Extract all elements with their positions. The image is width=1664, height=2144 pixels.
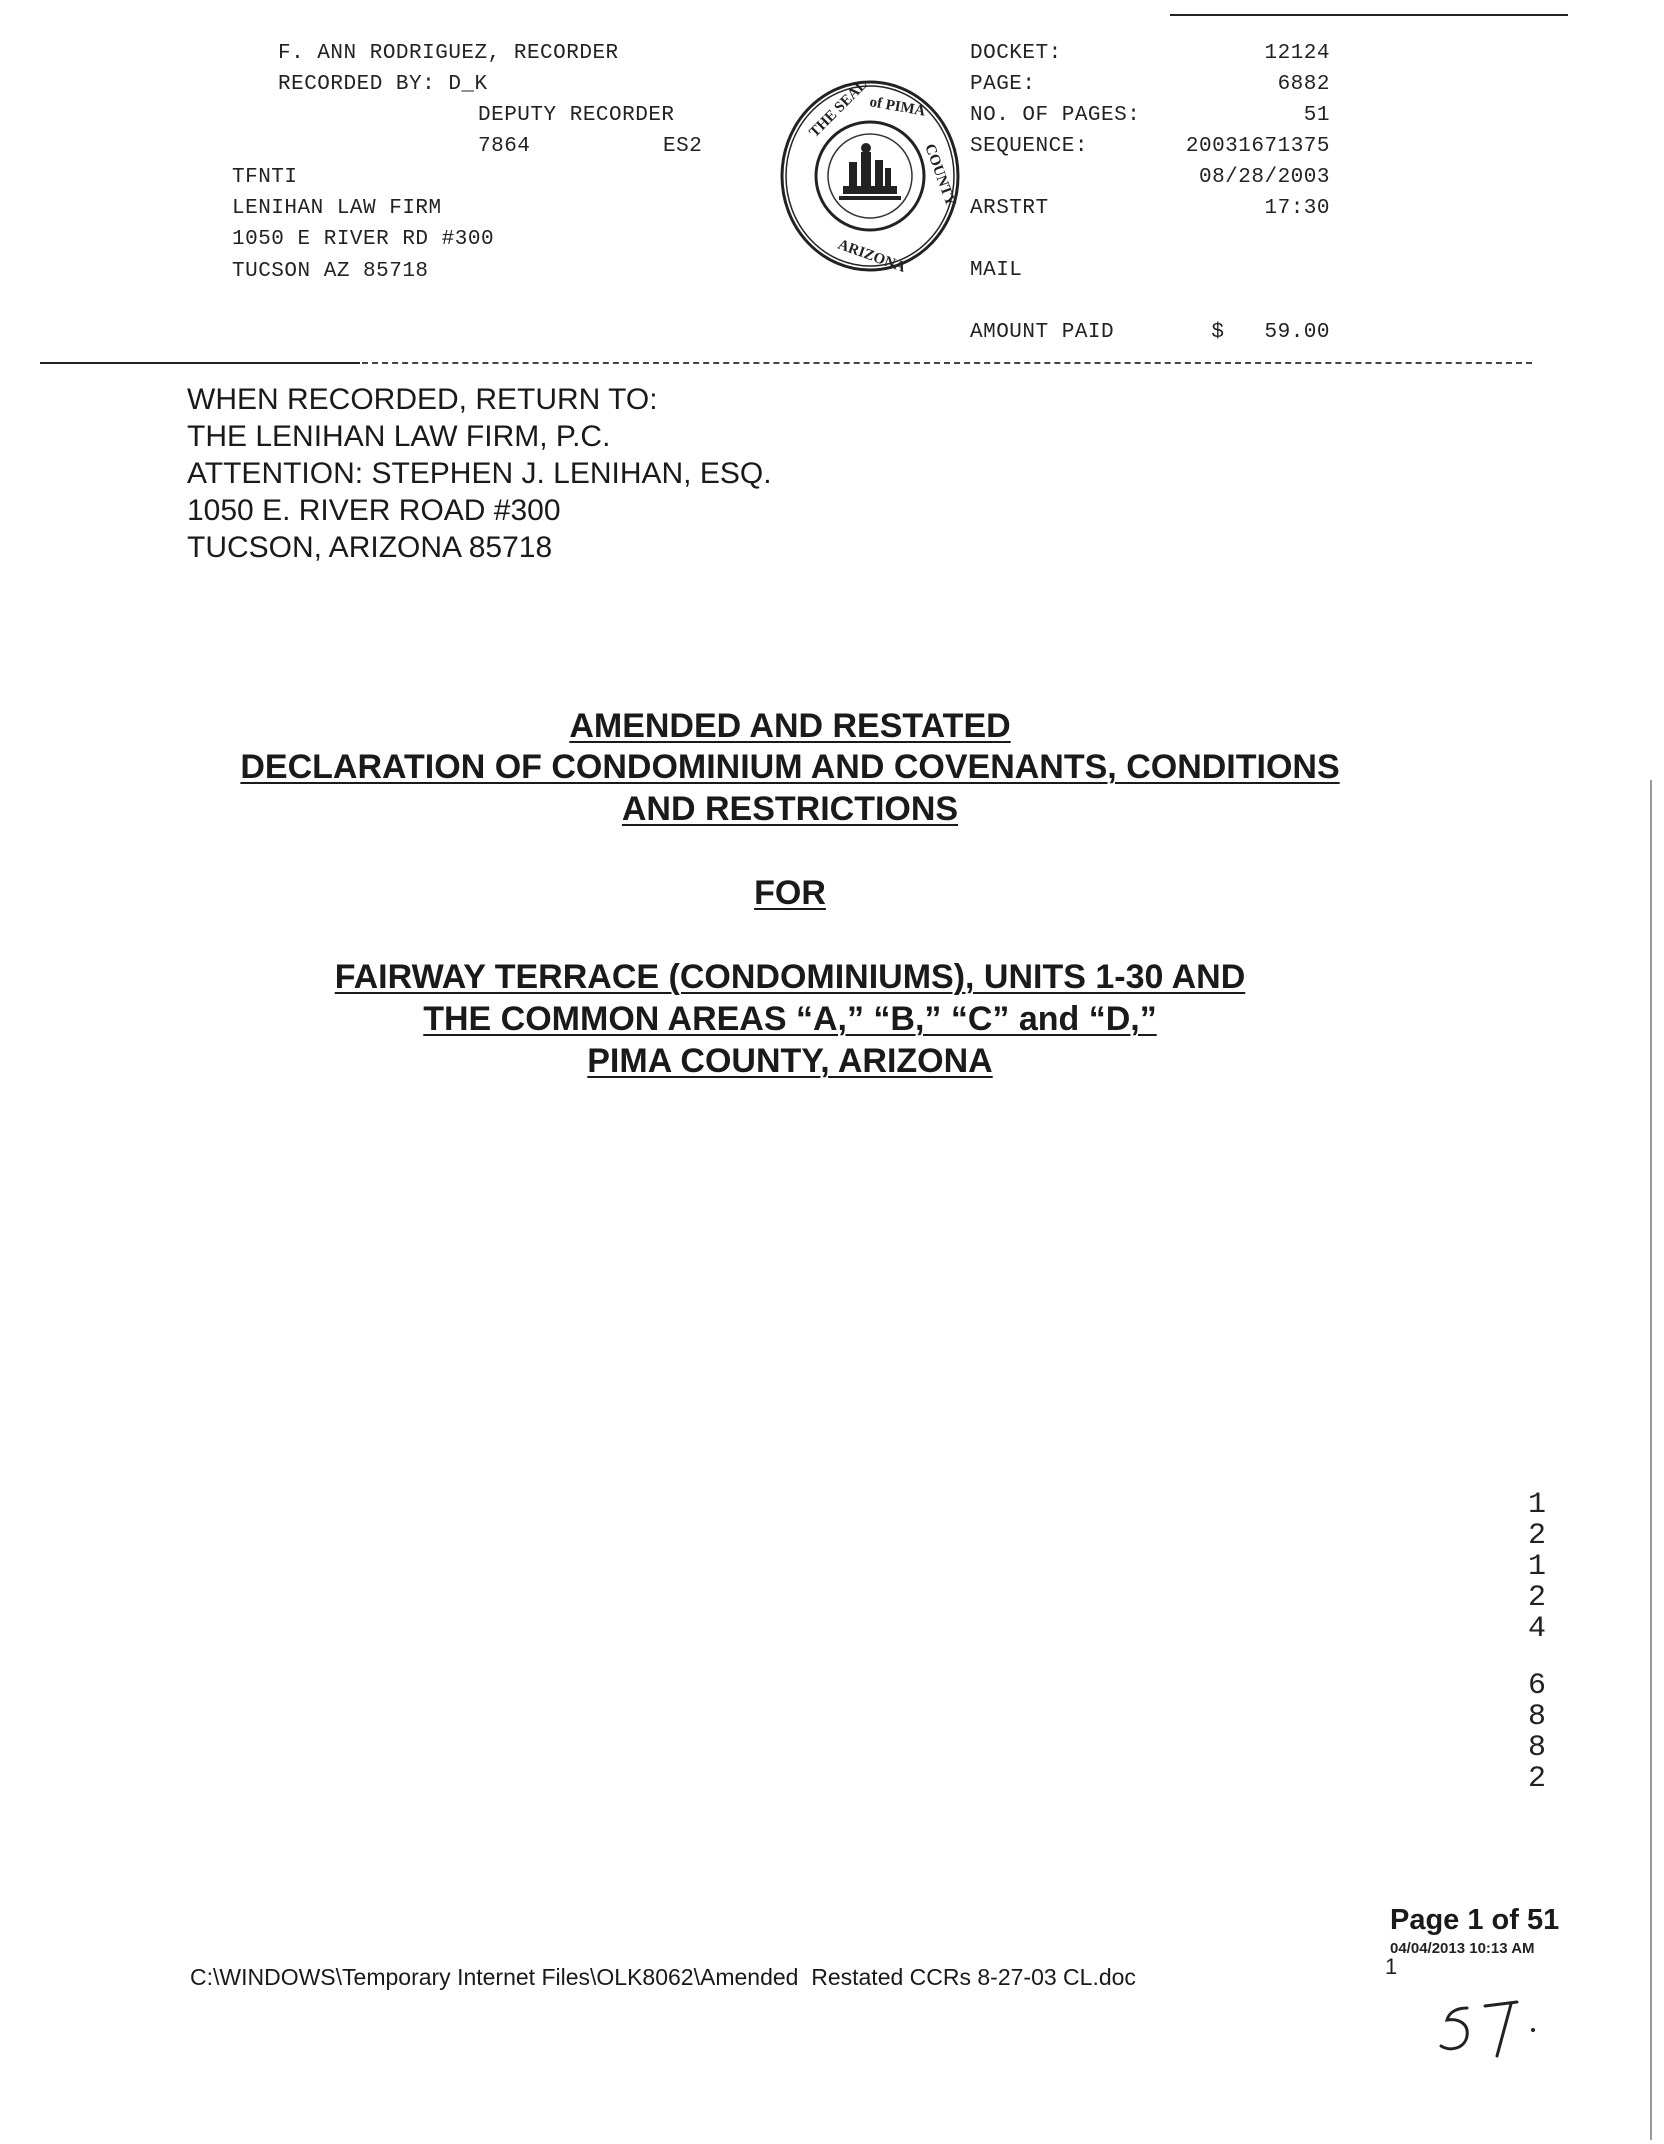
record-date: 08/28/2003 xyxy=(1198,166,1330,189)
page-of-count: Page 1 of 51 xyxy=(1390,1904,1560,1936)
record-type: ARSTRT xyxy=(970,197,1049,220)
docket-value: 12124 xyxy=(1264,42,1330,65)
recorder-code-b: ES2 xyxy=(663,135,703,158)
sequence-row xyxy=(970,131,1330,162)
title-line-2: DECLARATION OF CONDOMINIUM AND COVENANTS, CONDITIONS xyxy=(240,748,1340,786)
docket-row xyxy=(970,38,1330,69)
pages-label: NO. OF PAGES: xyxy=(970,104,1141,127)
return-to-block xyxy=(187,381,772,566)
blank-row xyxy=(970,224,1330,255)
file-path: C:\WINDOWS\Temporary Internet Files\OLK8062\Amended Restated CCRs 8-27-03 CL.doc xyxy=(190,1964,1136,1990)
tfnti-label: TFNTI xyxy=(232,166,298,189)
return-line-4: 1050 E. RIVER ROAD #300 xyxy=(187,494,561,527)
mail-row xyxy=(970,255,1330,286)
svg-text:COUNTY: COUNTY xyxy=(921,141,959,209)
title-line-1: AMENDED AND RESTATED xyxy=(569,707,1011,745)
side-digit: 4 xyxy=(1527,1612,1546,1646)
recorded-by: RECORDED BY: D_K xyxy=(278,73,488,96)
firm-name: LENIHAN LAW FIRM xyxy=(232,197,442,220)
handwritten-page-count xyxy=(1420,1968,1540,2052)
record-time: 17:30 xyxy=(1264,197,1330,220)
pages-value: 51 xyxy=(1303,104,1330,127)
sequence-label: SEQUENCE: xyxy=(970,135,1088,158)
top-rule xyxy=(1170,14,1568,16)
deputy-recorder: DEPUTY RECORDER xyxy=(478,104,675,127)
side-digit: 1 xyxy=(1527,1488,1546,1522)
title-line-6: PIMA COUNTY, ARIZONA xyxy=(587,1042,993,1080)
page-label: PAGE: xyxy=(970,73,1036,96)
recording-info xyxy=(970,38,1330,348)
svg-text:ARIZONA: ARIZONA xyxy=(835,236,908,276)
side-digit: 8 xyxy=(1527,1700,1546,1734)
page-edge xyxy=(1650,780,1652,2140)
side-digit: 1 xyxy=(1527,1550,1546,1584)
header-separator-dashes xyxy=(362,362,1532,366)
title-line-4: FAIRWAY TERRACE (CONDOMINIUMS), UNITS 1-30 AND xyxy=(334,958,1246,996)
side-digit: 2 xyxy=(1527,1519,1546,1553)
page-number: 1 xyxy=(1385,1954,1398,1979)
svg-text:of PIMA: of PIMA xyxy=(868,94,927,120)
header-separator xyxy=(40,362,360,364)
side-stamp xyxy=(1522,1490,1552,1795)
amount-row xyxy=(970,317,1330,348)
firm-city: TUCSON AZ 85718 xyxy=(232,260,429,283)
currency-symbol: $ xyxy=(1211,321,1225,344)
return-line-1: WHEN RECORDED, RETURN TO: xyxy=(187,383,658,416)
side-digit: 2 xyxy=(1527,1581,1546,1615)
sequence-value: 20031671375 xyxy=(1185,135,1330,158)
seal-graphic xyxy=(777,76,963,276)
side-digit: 6 xyxy=(1527,1669,1546,1703)
amount-value: 59.00 xyxy=(1264,321,1330,344)
title-for: FOR xyxy=(754,874,826,912)
blank-row-2 xyxy=(970,286,1330,317)
amount-label: AMOUNT PAID xyxy=(970,321,1115,344)
title-line-5: THE COMMON AREAS “A,” “B,” “C” and “D,” xyxy=(423,1000,1157,1038)
docket-label: DOCKET: xyxy=(970,42,1062,65)
title-line-3: AND RESTRICTIONS xyxy=(621,790,959,828)
firm-street: 1050 E RIVER RD #300 xyxy=(232,228,495,251)
page-value: 6882 xyxy=(1277,73,1330,96)
page-row xyxy=(970,69,1330,100)
print-timestamp: 04/04/2013 10:13 AM xyxy=(1390,1940,1535,1957)
return-line-3: ATTENTION: STEPHEN J. LENIHAN, ESQ. xyxy=(187,457,772,490)
pages-row xyxy=(970,100,1330,131)
recorder-code-a: 7864 xyxy=(478,135,531,158)
mail-label: MAIL xyxy=(970,259,1023,282)
county-seal xyxy=(768,58,959,276)
side-digit: 2 xyxy=(1527,1762,1546,1796)
amount-group xyxy=(1211,317,1330,348)
return-line-2: THE LENIHAN LAW FIRM, P.C. xyxy=(187,420,611,453)
return-line-5: TUCSON, ARIZONA 85718 xyxy=(187,531,553,564)
svg-text:THE SEAL: THE SEAL xyxy=(806,76,871,141)
handwritten-mark xyxy=(1429,1986,1549,2070)
side-digit: 8 xyxy=(1527,1731,1546,1765)
date-row xyxy=(970,162,1330,193)
recorder-name: F. ANN RODRIGUEZ, RECORDER xyxy=(278,42,619,65)
type-row xyxy=(970,193,1330,224)
